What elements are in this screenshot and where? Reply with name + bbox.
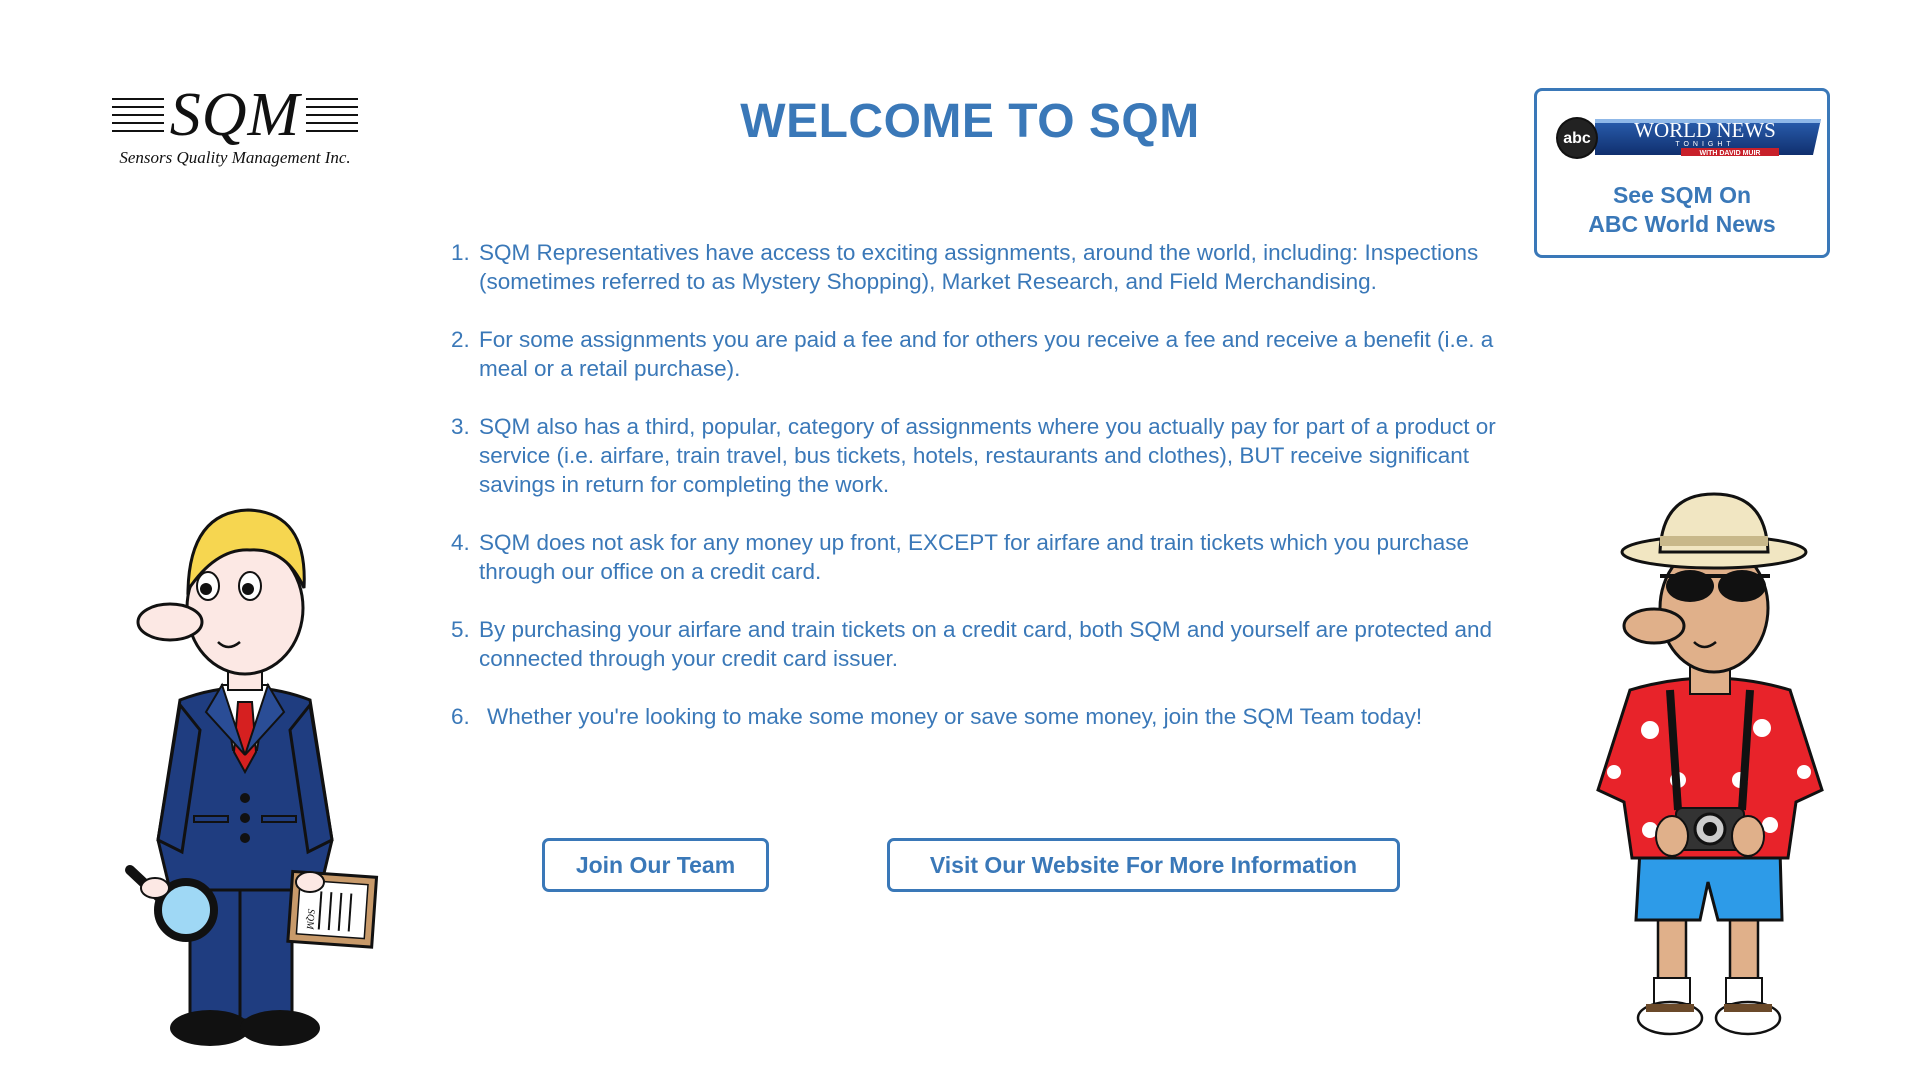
list-item-number: 4. — [451, 530, 470, 555]
list-item-number: 3. — [451, 414, 470, 439]
visit-website-button[interactable]: Visit Our Website For More Information — [887, 838, 1400, 892]
page-title: WELCOME TO SQM — [740, 95, 1200, 148]
list-item-text: SQM also has a third, popular, category of assignments where you actually pay for part of a product or service (i.e. airfare, train travel, bus tickets, hotels, restaurants and clothes), BUT receive significant savings in return for completing the work. — [479, 414, 1496, 497]
list-item-number: 1. — [451, 240, 470, 265]
list-item — [451, 528, 1511, 586]
list-item-number: 6. — [451, 704, 470, 729]
join-our-team-button[interactable]: Join Our Team — [542, 838, 769, 892]
banner-title-text: WORLD NEWS — [1634, 118, 1776, 142]
list-item-number: 5. — [451, 617, 470, 642]
list-item — [451, 238, 1511, 296]
abc-link-line1: See SQM On — [1612, 182, 1752, 208]
abc-badge-text: abc — [1563, 130, 1591, 147]
abc-world-news-link[interactable] — [1534, 88, 1830, 258]
abc-link-text[interactable] — [1537, 181, 1827, 239]
list-item — [451, 702, 1511, 731]
list-item — [451, 412, 1511, 499]
list-item-text: SQM does not ask for any money up front, EXCEPT for airfare and train tickets which you purchase through our office on a credit card. — [479, 530, 1470, 584]
list-item — [451, 325, 1511, 383]
abc-world-news-banner — [1555, 115, 1821, 161]
list-item-text: Whether you're looking to make some money or save some money, join the SQM Team today! — [487, 704, 1423, 729]
list-item-text: For some assignments you are paid a fee and for others you receive a fee and receive a benefit (i.e. a meal or a retail purchase). — [479, 327, 1494, 381]
tourist-with-camera-icon — [1590, 490, 1830, 1070]
logo-mark: SQM — [169, 81, 301, 149]
businessman-inspector-icon — [110, 490, 390, 1070]
list-item-text: By purchasing your airfare and train tickets on a credit card, both SQM and yourself are protected and connected through your credit card issuer. — [479, 617, 1493, 671]
list-item-text: SQM Representatives have access to exciting assignments, around the world, including: Inspections (sometimes referred to as Mystery Shopping), Market Research, and Field Merchandising. — [479, 240, 1479, 294]
banner-subtitle-text: TONIGHT — [1675, 141, 1735, 148]
list-item — [451, 615, 1511, 673]
benefits-list — [451, 238, 1511, 760]
abc-link-line2: ABC World News — [1588, 211, 1776, 237]
banner-host-text: WITH DAVID MUIR — [1699, 150, 1761, 157]
list-item-number: 2. — [451, 327, 470, 352]
clipboard-logo-text: SQM — [303, 908, 317, 930]
logo-subtitle: Sensors Quality Management Inc. — [119, 148, 351, 167]
